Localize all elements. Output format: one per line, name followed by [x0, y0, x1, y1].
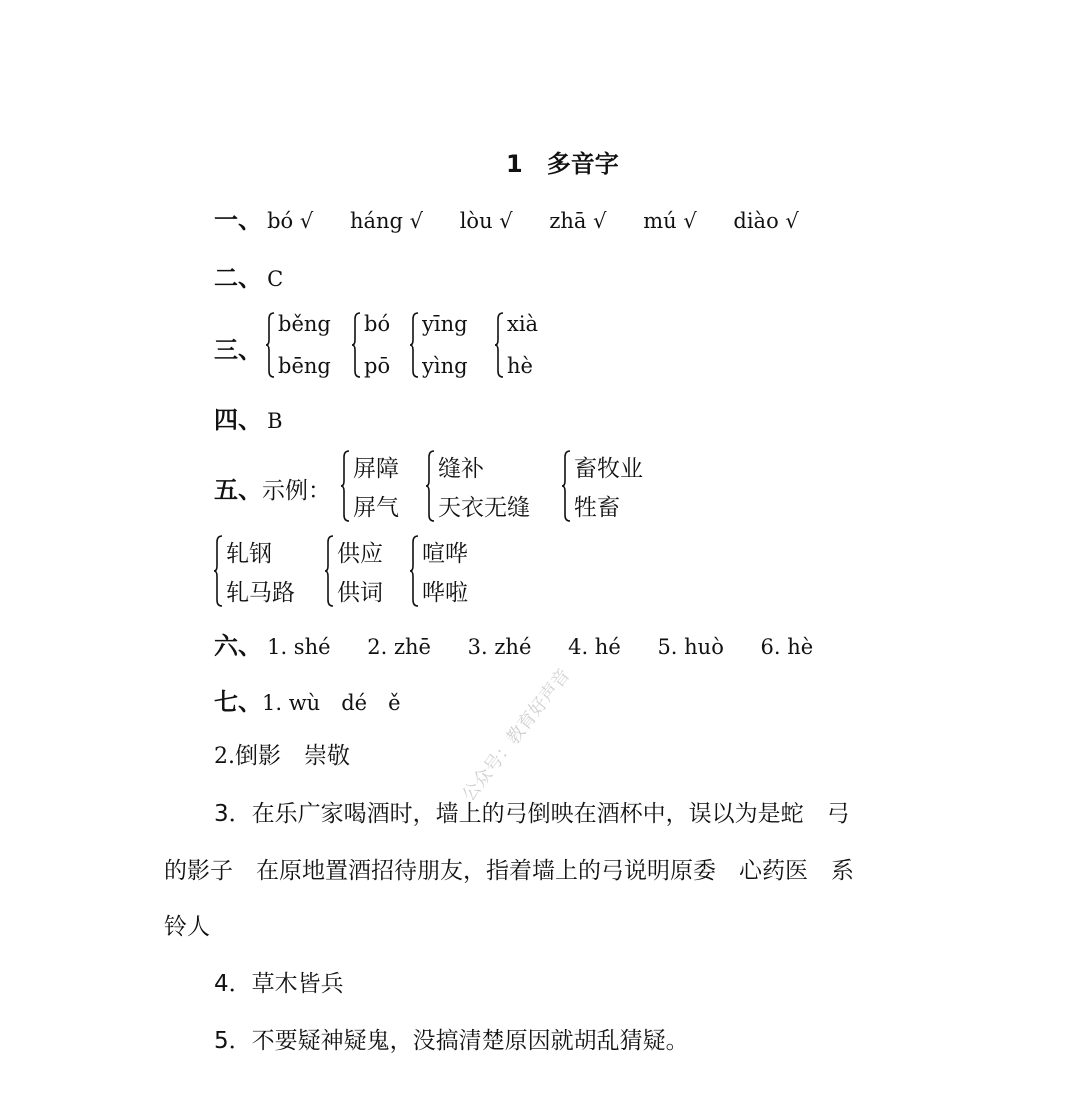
- answer-item: 3. zhé: [467, 635, 532, 659]
- question-6-answers: [267, 635, 843, 659]
- question-6: [214, 626, 843, 661]
- sub4: 4．草木皆兵: [214, 971, 344, 997]
- question-7-label: 七、: [214, 688, 262, 716]
- question-7-sub1: 1. wù dé ě: [262, 691, 401, 715]
- answer-item: diào √: [733, 209, 799, 233]
- question-1: [214, 200, 829, 235]
- word-upper: 喧哗: [422, 541, 468, 567]
- sub5: 5．不要疑神疑鬼，没搞清楚原因就胡乱猜疑。: [214, 1028, 689, 1054]
- page-title: 1 多音字: [506, 150, 619, 178]
- brace-icon: [352, 312, 361, 378]
- word-lower: 轧马路: [226, 580, 295, 606]
- sub3-line-1: 3．在乐广家喝酒时，墙上的弓倒映在酒杯中，误以为是蛇 弓: [214, 801, 850, 827]
- pinyin-lower: pō: [364, 354, 391, 378]
- brace-group: [352, 312, 390, 378]
- brace-icon: [214, 535, 223, 607]
- word-upper: 轧钢: [226, 541, 272, 567]
- brace-icon: [410, 535, 419, 607]
- brace-icon: [341, 450, 350, 522]
- question-2-answer: C: [267, 267, 284, 291]
- word-upper: 缝补: [438, 456, 484, 482]
- answer-item: 6. hè: [760, 635, 814, 659]
- word-lower: 哗啦: [422, 580, 468, 606]
- question-2: [214, 258, 283, 293]
- word-upper: 畜牧业: [574, 456, 643, 482]
- brace-group: [426, 450, 530, 522]
- sub2-text: 倒影 崇敬: [235, 743, 350, 769]
- brace-group: [266, 312, 331, 378]
- answer-item: 4. hé: [568, 635, 621, 659]
- word-upper: 供应: [337, 541, 383, 567]
- word-lower: 屏气: [353, 495, 399, 521]
- brace-icon: [410, 312, 419, 378]
- answer-item: háng √: [349, 209, 424, 233]
- pinyin-lower: hè: [507, 354, 533, 378]
- pinyin-upper: běng: [278, 312, 331, 336]
- sub3-line-2: 的影子 在原地置酒招待朋友，指着墙上的弓说明原委 心药医 系: [164, 858, 854, 884]
- brace-group: [410, 312, 468, 378]
- question-4-answer: B: [267, 409, 283, 433]
- brace-group: [325, 535, 383, 607]
- question-1-answers: [267, 209, 829, 233]
- example-prefix: 示例：: [262, 478, 331, 504]
- brace-icon: [562, 450, 571, 522]
- question-5-label: 五、: [214, 476, 262, 504]
- word-lower: 牲畜: [574, 495, 620, 521]
- brace-icon: [325, 535, 334, 607]
- answer-item: zhā √: [549, 209, 607, 233]
- pinyin-upper: xià: [507, 312, 539, 336]
- answer-item: 1. shé: [267, 635, 331, 659]
- word-upper: 屏障: [353, 456, 399, 482]
- sub2-number: 2.: [214, 744, 235, 769]
- question-2-label: 二、: [214, 264, 262, 292]
- question-1-label: 一、: [214, 206, 262, 234]
- word-lower: 天衣无缝: [438, 495, 530, 521]
- pinyin-upper: bó: [364, 312, 391, 336]
- question-5-header: [214, 470, 331, 505]
- sub3-line-3: 铃人: [164, 914, 210, 940]
- answer-item: lòu √: [459, 209, 513, 233]
- answer-item: mú √: [643, 209, 697, 233]
- pinyin-lower: yìng: [422, 354, 468, 378]
- answer-item: 5. huò: [657, 635, 724, 659]
- brace-group: [562, 450, 643, 522]
- brace-group: [410, 535, 468, 607]
- word-lower: 供词: [337, 580, 383, 606]
- question-4-label: 四、: [214, 406, 262, 434]
- brace-icon: [495, 312, 504, 378]
- question-3-label: 三、: [214, 336, 262, 364]
- pinyin-lower: bēng: [278, 354, 331, 378]
- question-7: [214, 682, 401, 717]
- question-4: [214, 400, 283, 435]
- question-6-label: 六、: [214, 632, 262, 660]
- answer-item: 2. zhē: [367, 635, 431, 659]
- brace-group: [341, 450, 399, 522]
- question-7-sub2: [214, 737, 350, 770]
- answer-item: bó √: [267, 209, 314, 233]
- pinyin-upper: yīng: [422, 312, 468, 336]
- watermark: 公众号：教育好声音: [458, 664, 575, 806]
- brace-group: [214, 535, 295, 607]
- brace-icon: [426, 450, 435, 522]
- brace-icon: [266, 312, 275, 378]
- brace-group: [495, 312, 538, 378]
